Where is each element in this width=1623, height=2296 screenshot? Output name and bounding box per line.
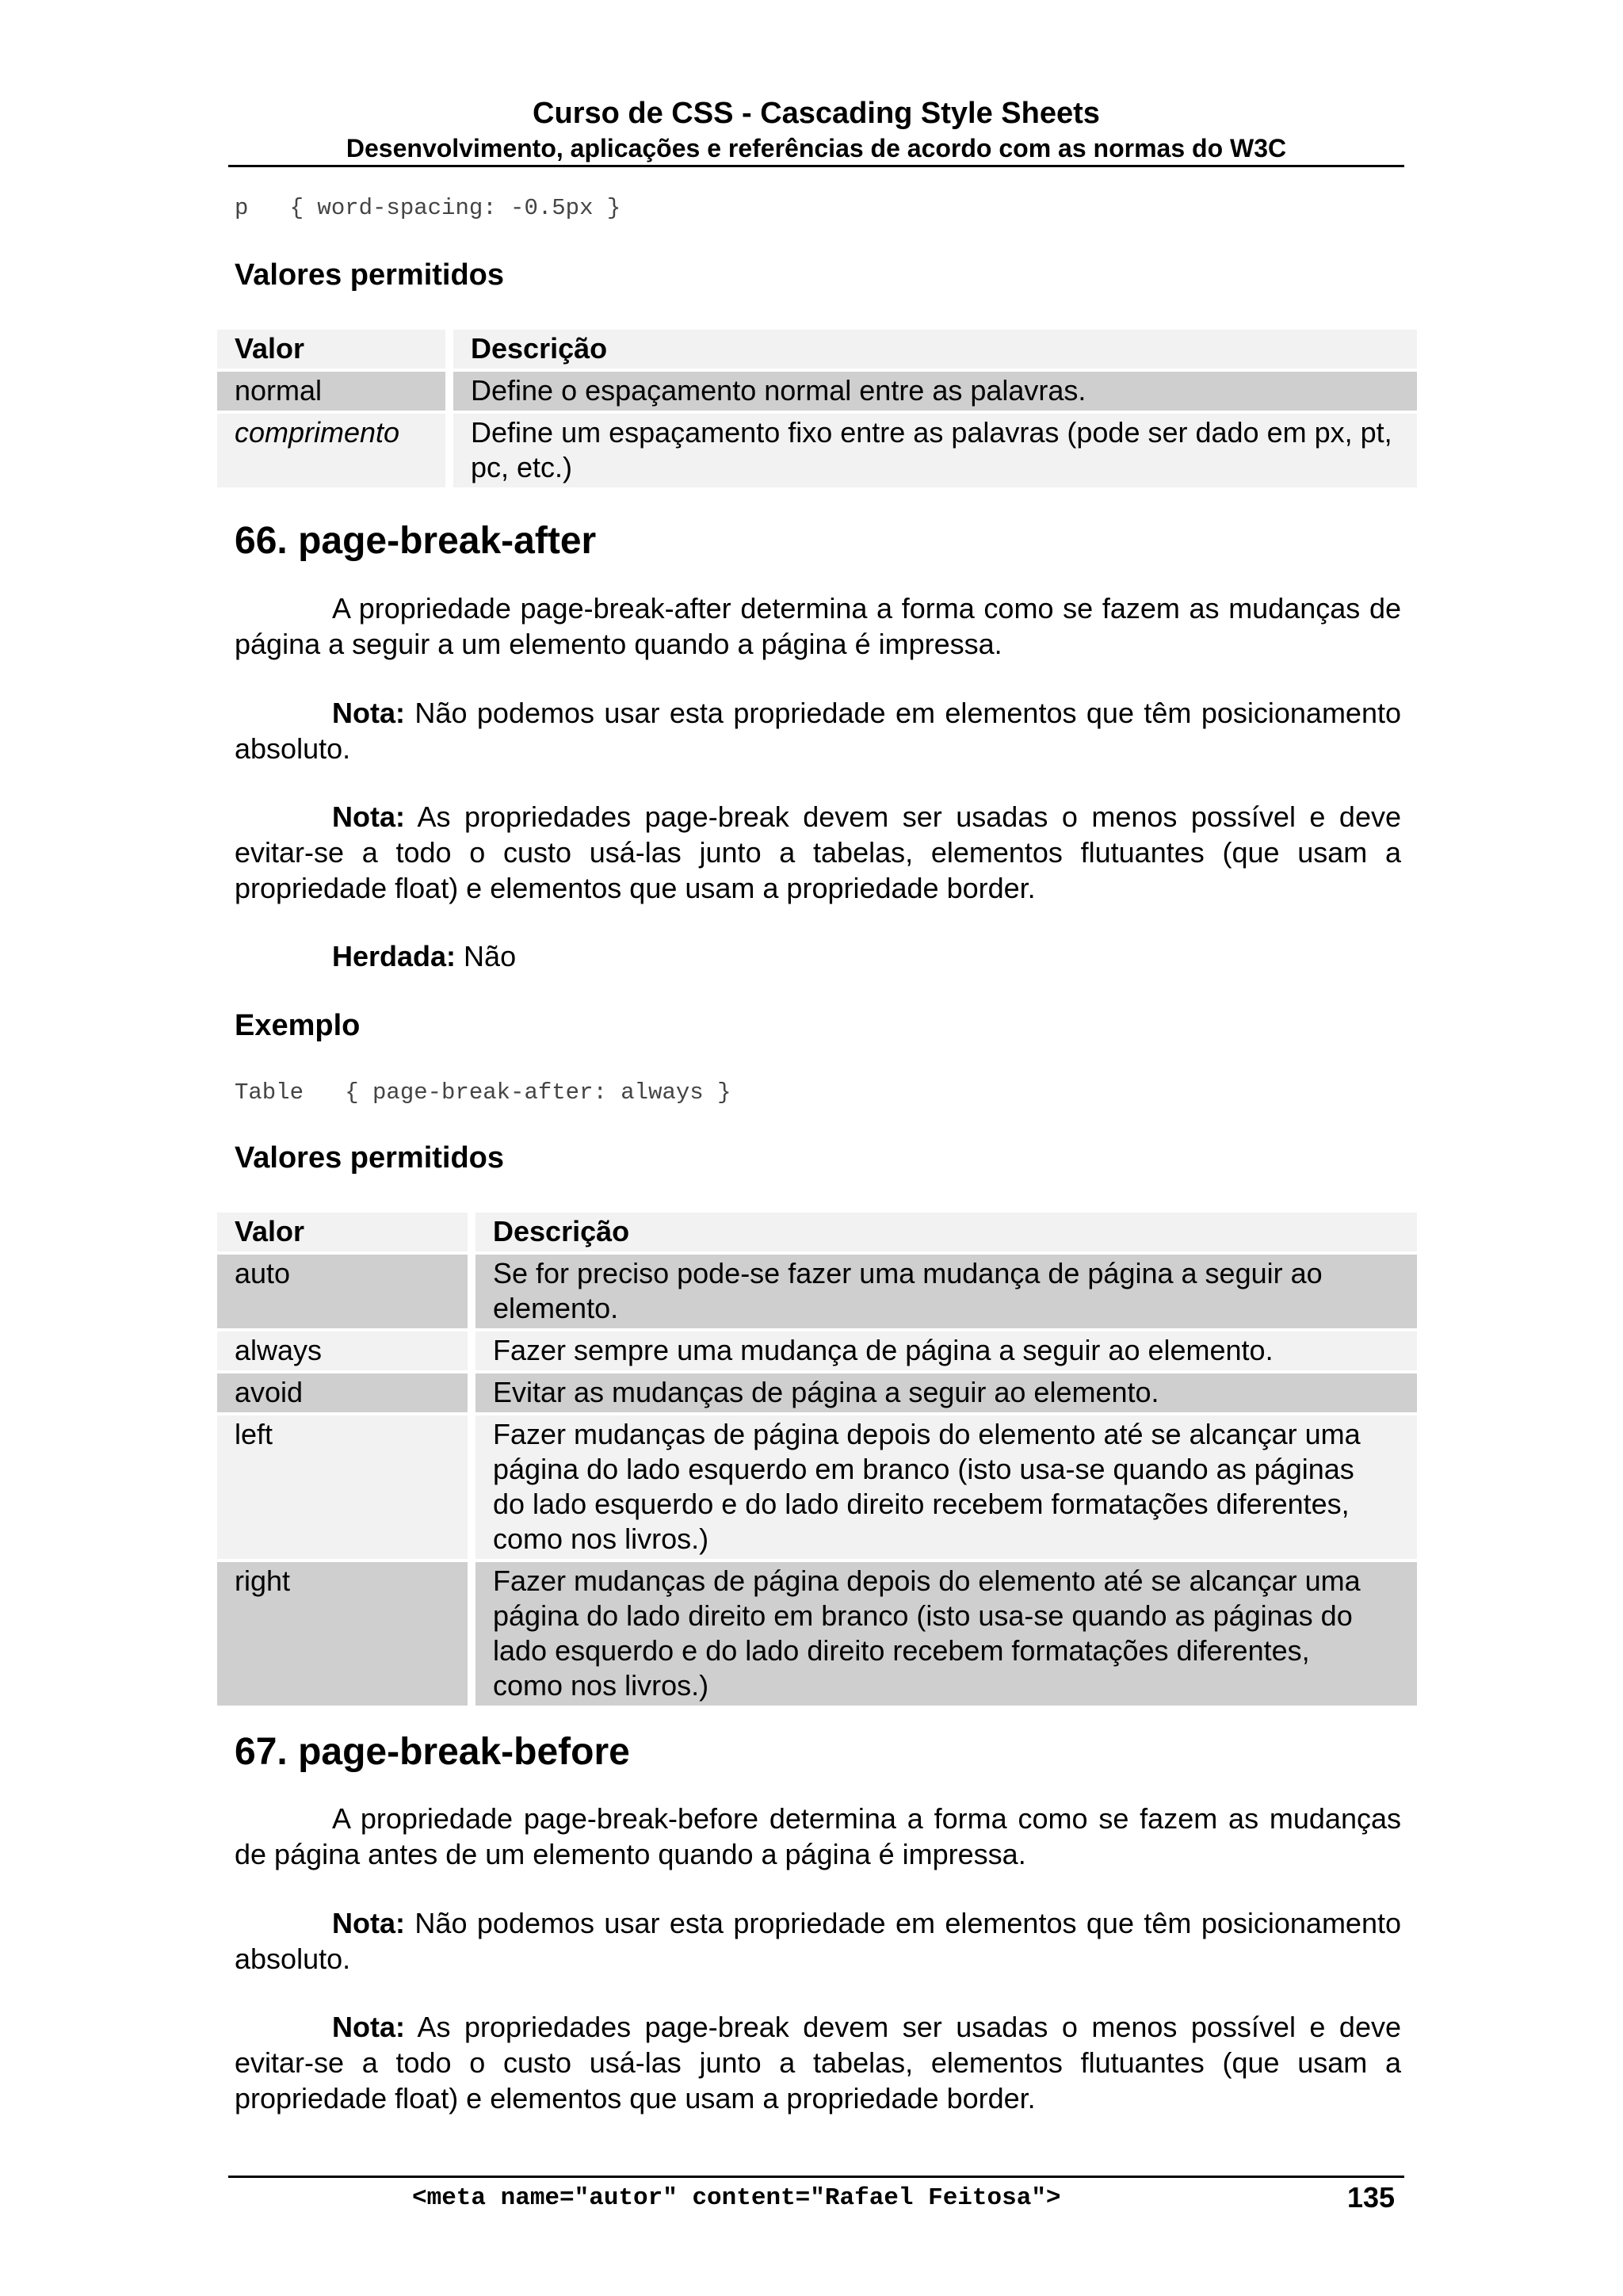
table-row: [217, 1562, 1417, 1706]
table-row: [217, 1415, 1417, 1559]
values-table-page-break-after: [217, 1209, 1417, 1709]
values-table-word-spacing: [217, 327, 1417, 491]
page-header: [228, 95, 1404, 165]
col-value-header: Valor: [217, 330, 453, 369]
note-label: Nota:: [332, 697, 405, 729]
note-paragraph: [235, 2009, 1401, 2116]
note-paragraph: [235, 1905, 1401, 1977]
row-value: left: [217, 1415, 475, 1559]
values-heading-page-break-after: Valores permitidos: [235, 1141, 505, 1175]
inherited-label: Herdada:: [332, 940, 456, 972]
note-text: As propriedades page-break devem ser usadas o menos possível e deve evitar-se a todo o custo usá-las junto a tabelas, elementos flutuantes (que usam a propriedade float) e elementos que usam a propriedade border.: [235, 800, 1401, 904]
table-row: [217, 1331, 1417, 1370]
row-desc: Evitar as mudanças de página a seguir ao elemento.: [475, 1373, 1417, 1412]
note-text: As propriedades page-break devem ser usadas o menos possível e deve evitar-se a todo o custo usá-las junto a tabelas, elementos flutuantes (que usam a propriedade float) e elementos que usam a propriedade border.: [235, 2011, 1401, 2115]
row-desc: Se for preciso pode-se fazer uma mudança de página a seguir ao elemento.: [475, 1255, 1417, 1328]
note-paragraph: [235, 695, 1401, 766]
section-heading-page-break-after: 66. page-break-after: [235, 520, 597, 562]
example-heading: Exemplo: [235, 1009, 361, 1042]
header-subtitle: Desenvolvimento, aplicações e referências de acordo com as normas do W3C: [346, 134, 1287, 162]
page-number: 135: [1347, 2181, 1396, 2214]
row-desc: Define um espaçamento fixo entre as palavras (pode ser dado em px, pt, pc, etc.): [453, 414, 1417, 487]
code-example-page-break-after: Table { page-break-after: always }: [235, 1079, 731, 1106]
col-value-header: Valor: [217, 1213, 475, 1251]
row-value: comprimento: [217, 414, 453, 487]
table-row: [217, 1255, 1417, 1328]
row-value: avoid: [217, 1373, 475, 1412]
footer-meta-text: <meta name="autor" content="Rafael Feitosa">: [412, 2184, 1061, 2212]
section-heading-page-break-before: 67. page-break-before: [235, 1731, 630, 1773]
row-desc: Fazer sempre uma mudança de página a seguir ao elemento.: [475, 1331, 1417, 1370]
code-example-word-spacing: p { word-spacing: -0.5px }: [235, 195, 621, 221]
intro-paragraph-page-break-before: A propriedade page-break-before determina a forma como se fazem as mudanças de página antes de um elemento quando a página é impressa.: [235, 1802, 1401, 1870]
table-header-row: [217, 1213, 1417, 1251]
row-value: always: [217, 1331, 475, 1370]
table-row: [217, 372, 1417, 411]
inherited-value: Não: [456, 940, 517, 972]
note-label: Nota:: [332, 2011, 405, 2043]
row-desc: Fazer mudanças de página depois do elemento até se alcançar uma página do lado esquerdo em branco (isto usa-se quando as páginas do lado esquerdo e do lado direito recebem formatações diferentes, como nos livros.): [475, 1415, 1417, 1559]
header-title: Curso de CSS - Cascading Style Sheets: [533, 97, 1100, 130]
table-row: [217, 1373, 1417, 1412]
intro-paragraph-page-break-after: A propriedade page-break-after determina a forma como se fazem as mudanças de página a seguir a um elemento quando a página é impressa.: [235, 592, 1401, 660]
note-text: Não podemos usar esta propriedade em elementos que têm posicionamento absoluto.: [235, 697, 1401, 765]
note-label: Nota:: [332, 1907, 405, 1939]
table-row: [217, 414, 1417, 487]
row-desc: Define o espaçamento normal entre as palavras.: [453, 372, 1417, 411]
note-label: Nota:: [332, 800, 405, 833]
inherited-paragraph: [235, 938, 1401, 974]
header-divider: [228, 165, 1404, 167]
col-desc-header: Descrição: [453, 330, 1417, 369]
note-text: Não podemos usar esta propriedade em elementos que têm posicionamento absoluto.: [235, 1907, 1401, 1975]
row-desc: Fazer mudanças de página depois do elemento até se alcançar uma página do lado direito em branco (isto usa-se quando as páginas do lado esquerdo e do lado direito recebem formatações diferentes, como nos livros.): [475, 1562, 1417, 1706]
table-header-row: [217, 330, 1417, 369]
row-value: auto: [217, 1255, 475, 1328]
footer-divider: [228, 2176, 1404, 2178]
row-value: normal: [217, 372, 453, 411]
col-desc-header: Descrição: [475, 1213, 1417, 1251]
row-value: right: [217, 1562, 475, 1706]
values-heading-word-spacing: Valores permitidos: [235, 258, 505, 292]
note-paragraph: [235, 799, 1401, 906]
